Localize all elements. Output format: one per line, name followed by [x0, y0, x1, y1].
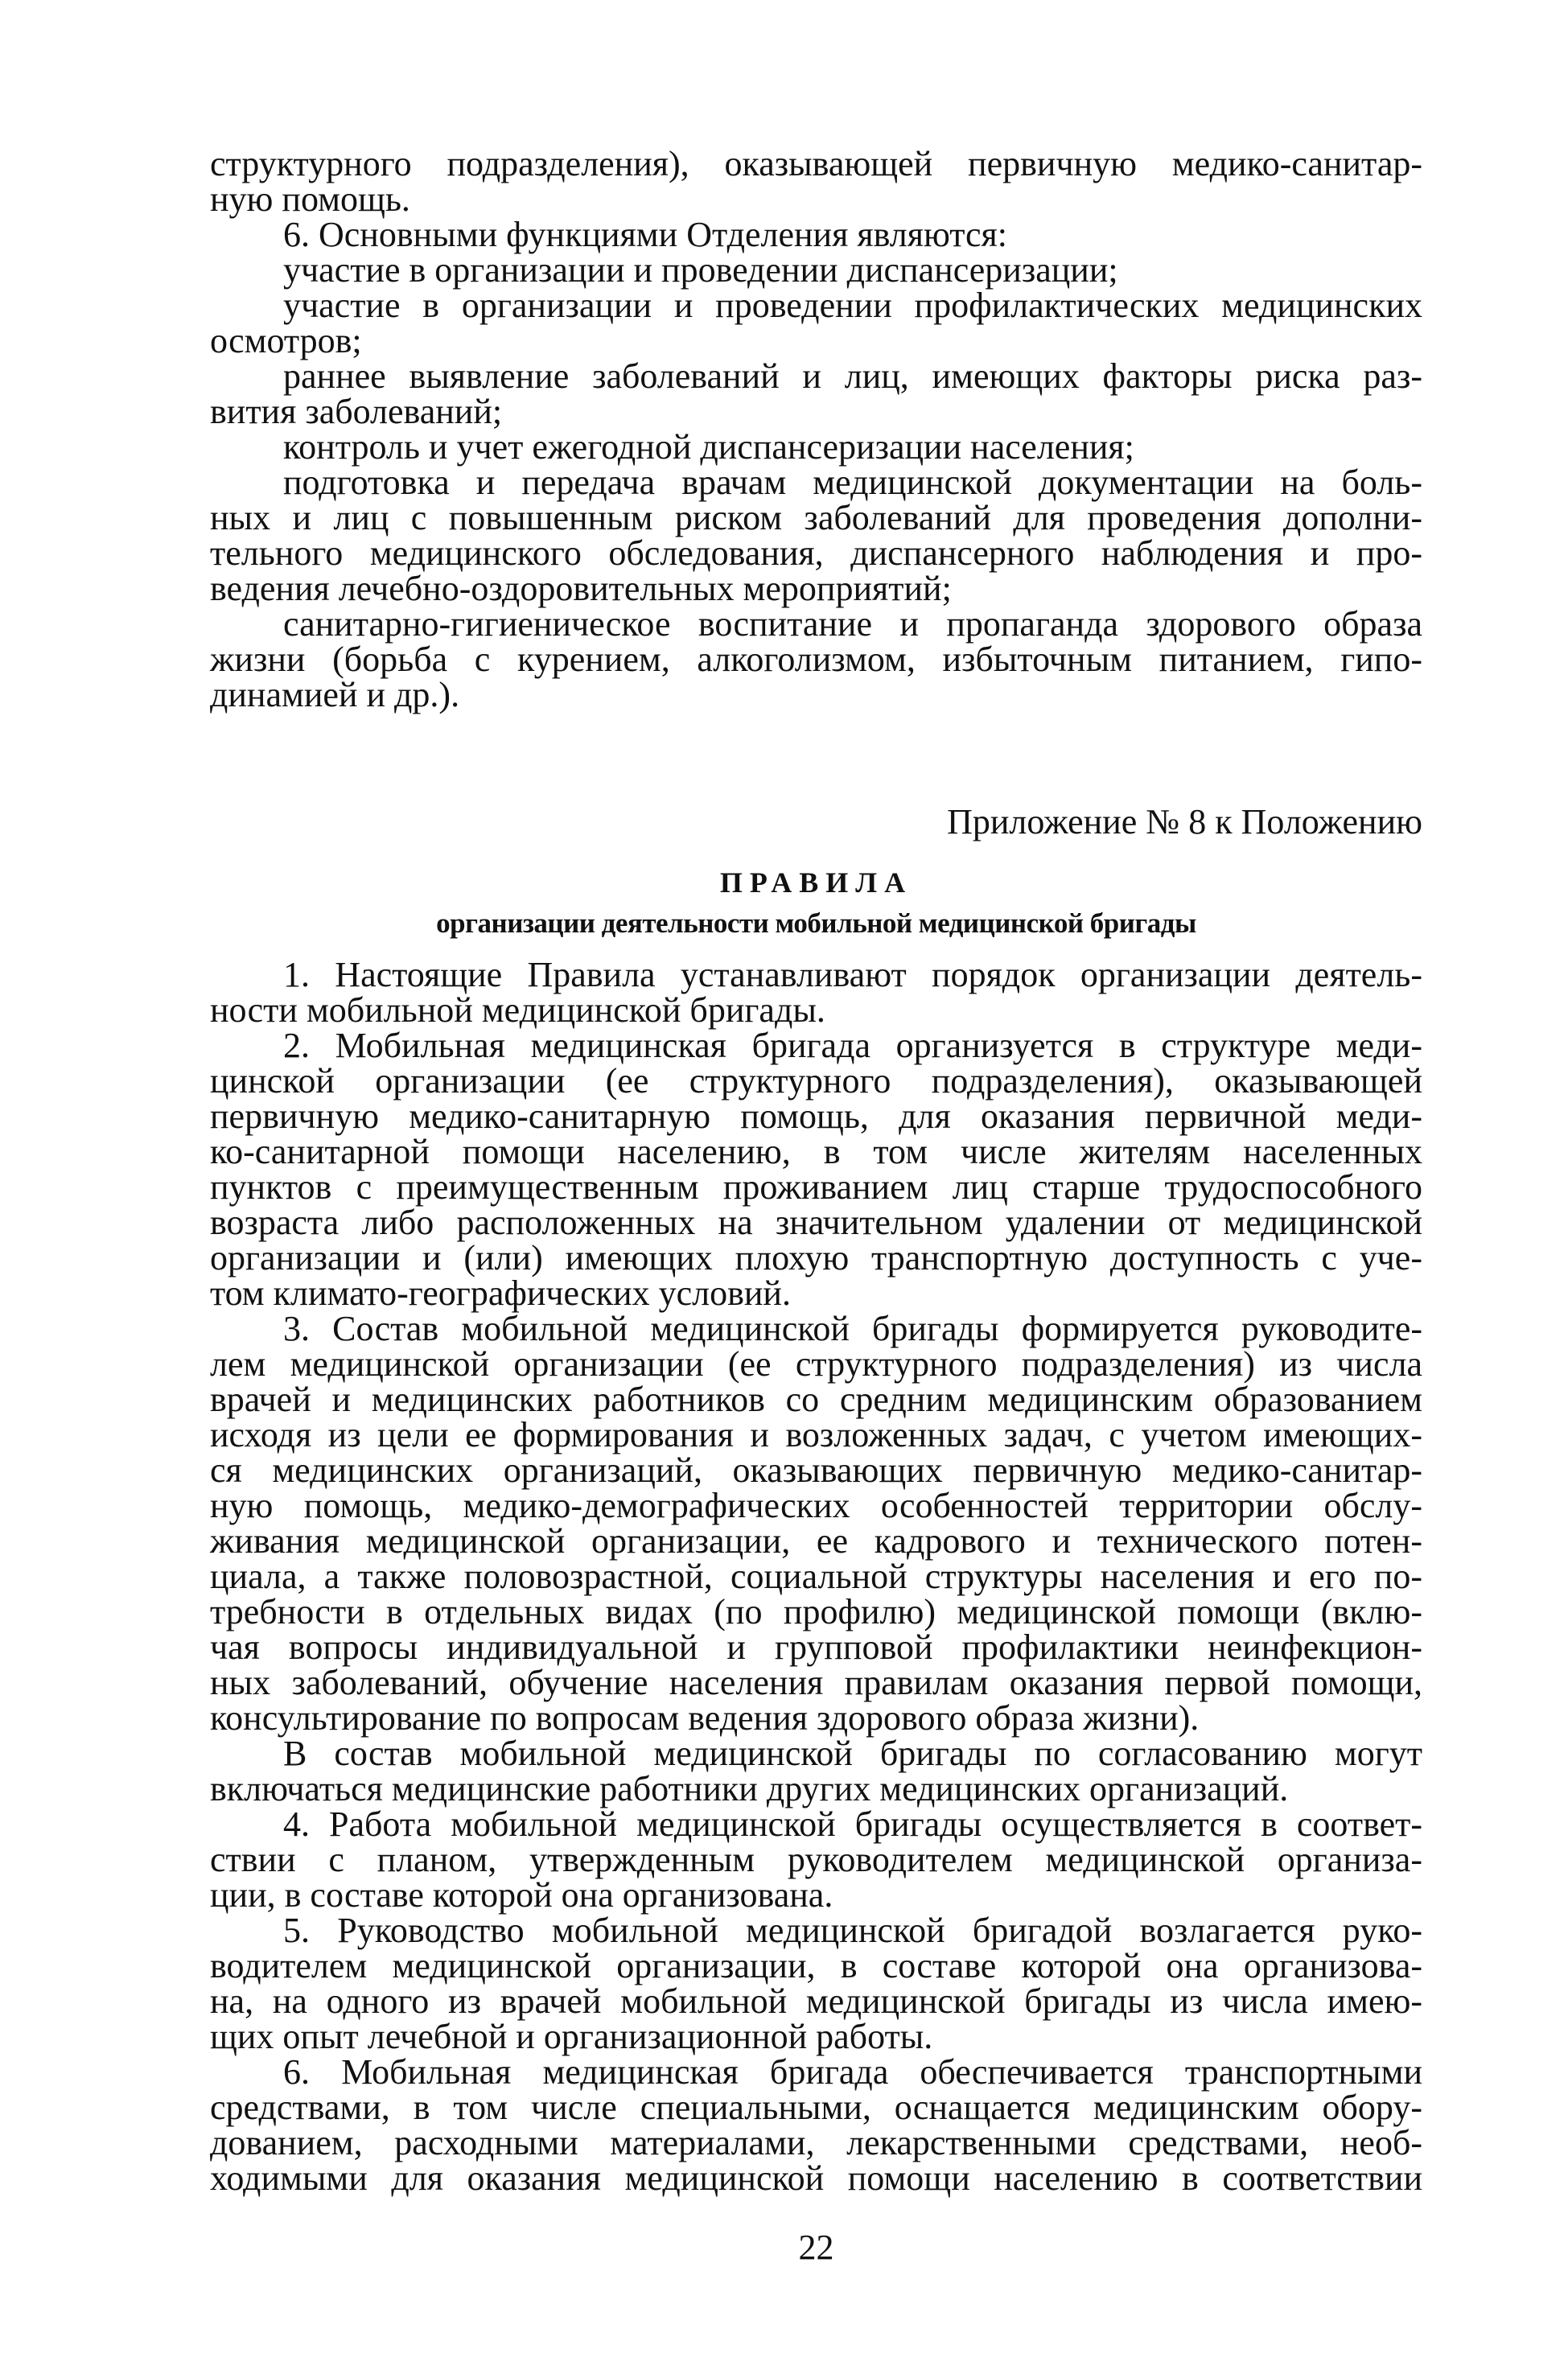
paragraph — [210, 1804, 1422, 1915]
paragraph — [210, 427, 1422, 467]
text-line: ную помощь, медико-демографических особенностей территории обслу- — [210, 1486, 1422, 1525]
text-line: чая вопросы индивидуальной и групповой профилактики неинфекцион- — [210, 1627, 1422, 1667]
text-line: подготовка и передача врачам медицинской документации на боль- — [283, 463, 1422, 502]
text-line: участие в организации и проведении профилактических медицинских — [283, 286, 1422, 325]
text-line: раннее выявление заболеваний и лиц, имеющих факторы риска раз- — [283, 356, 1422, 396]
text-line: В состав мобильной медицинской бригады по согласованию могут — [283, 1734, 1422, 1773]
text-line: лем медицинской организации (ее структурного подразделения) из числа — [210, 1344, 1422, 1384]
text-line: 6. Основными функциями Отделения являются: — [283, 215, 1008, 254]
text-line: структурного подразделения), оказывающей первичную медико-санитар- — [210, 144, 1422, 183]
text-line: консультирование по вопросам ведения здорового образа жизни). — [210, 1698, 1200, 1738]
text-line: щих опыт лечебной и организационной работы. — [210, 2017, 933, 2056]
paragraph — [210, 288, 1422, 359]
text-line: врачей и медицинских работников со средним медицинским образованием — [210, 1380, 1422, 1419]
paragraph — [210, 356, 1422, 431]
text-line: средствами, в том числе специальными, оснащается медицинским обору- — [210, 2088, 1422, 2127]
paragraph — [210, 1028, 1422, 1311]
text-line: ных и лиц с повышенным риском заболеваний для проведения дополни- — [210, 498, 1422, 537]
text-line: ся медицинских организаций, оказывающих первичную медико-санитар- — [210, 1450, 1422, 1490]
text-line: организации и (или) имеющих плохую транспортную доступность с уче- — [210, 1238, 1422, 1278]
text-line: участие в организации и проведении диспансеризации; — [283, 250, 1118, 290]
text-line: живания медицинской организации, ее кадрового и технического потен- — [210, 1521, 1422, 1561]
paragraph — [210, 1311, 1422, 1736]
text-line: тельного медицинского обследования, диспансерного наблюдения и про- — [210, 533, 1422, 573]
text-line: на, на одного из врачей мобильной медицинской бригады из числа имею- — [210, 1981, 1422, 2021]
text-line: ведения лечебно-оздоровительных мероприятий; — [210, 569, 952, 608]
paragraph — [210, 1913, 1422, 2055]
text-line: 6. Мобильная медицинская бригада обеспечивается транспортными — [283, 2052, 1422, 2092]
text-line: требности в отдельных видах (по профилю) медицинской помощи (вклю- — [210, 1592, 1422, 1631]
text-line: пунктов с преимущественным проживанием лиц старше трудоспособного — [210, 1167, 1422, 1207]
text-line: контроль и учет ежегодной диспансеризации населения; — [283, 427, 1134, 467]
paragraph — [210, 2052, 1422, 2198]
paragraph — [210, 146, 1422, 217]
text-line: первичную медико-санитарную помощь, для оказания первичной меди- — [210, 1096, 1422, 1136]
paragraph — [210, 957, 1422, 1028]
paragraph — [210, 217, 1422, 253]
text-line: 3. Состав мобильной медицинской бригады формируется руководите- — [283, 1309, 1422, 1348]
text-line: 2. Мобильная медицинская бригада организуется в структуре меди- — [283, 1026, 1422, 1065]
text-line: 1. Настоящие Правила устанавливают порядок организации деятель- — [283, 955, 1422, 994]
paragraph — [210, 604, 1422, 714]
text-line: ных заболеваний, обучение населения правилам оказания первой помощи, — [210, 1663, 1422, 1702]
document-title: ПРАВИЛА — [719, 866, 913, 899]
text-line: санитарно-гигиеническое воспитание и пропаганда здорового образа — [283, 604, 1422, 644]
text-line: динамией и др.). — [210, 675, 460, 714]
paragraph — [210, 465, 1422, 607]
text-line: вития заболеваний; — [210, 392, 503, 431]
text-line: исходя из цели ее формирования и возложенных задач, с учетом имеющих- — [210, 1415, 1422, 1454]
text-line: осмотров; — [210, 321, 362, 360]
text-line: ную помощь. — [210, 179, 410, 219]
text-line: ствии с планом, утвержденным руководителем медицинской организа- — [210, 1840, 1422, 1879]
document-subtitle: организации деятельности мобильной медицинской бригады — [436, 907, 1196, 939]
text-line: жизни (борьба с курением, алкоголизмом, избыточным питанием, гипо- — [210, 640, 1422, 679]
text-line: циала, а также половозрастной, социальной структуры населения и его по- — [210, 1557, 1422, 1596]
text-line: ции, в составе которой она организована. — [210, 1875, 833, 1915]
appendix-label: Приложение № 8 к Положению — [947, 802, 1422, 841]
section-1-text — [210, 146, 1422, 713]
paragraph — [210, 250, 1422, 290]
text-line: 4. Работа мобильной медицинской бригады осуществляется в соответ- — [283, 1804, 1422, 1844]
text-line: возраста либо расположенных на значительном удалении от медицинской — [210, 1203, 1422, 1242]
text-line: ходимыми для оказания медицинской помощи населению в соответствии — [210, 2158, 1422, 2198]
page-number: 22 — [798, 2228, 834, 2267]
text-line: том климато-географических условий. — [210, 1273, 791, 1313]
text-line: включаться медицинские работники других медицинских организаций. — [210, 1769, 1289, 1808]
section-2-text — [210, 957, 1422, 2196]
text-line: ности мобильной медицинской бригады. — [210, 990, 825, 1030]
text-line: цинской организации (ее структурного подразделения), оказывающей — [210, 1061, 1422, 1101]
text-line: дованием, расходными материалами, лекарственными средствами, необ- — [210, 2123, 1422, 2162]
text-line: 5. Руководство мобильной медицинской бригадой возлагается руко- — [283, 1911, 1422, 1950]
text-line: ко-санитарной помощи населению, в том числе жителям населенных — [210, 1132, 1422, 1171]
paragraph — [210, 1736, 1422, 1807]
text-line: водителем медицинской организации, в составе которой она организова- — [210, 1946, 1422, 1985]
